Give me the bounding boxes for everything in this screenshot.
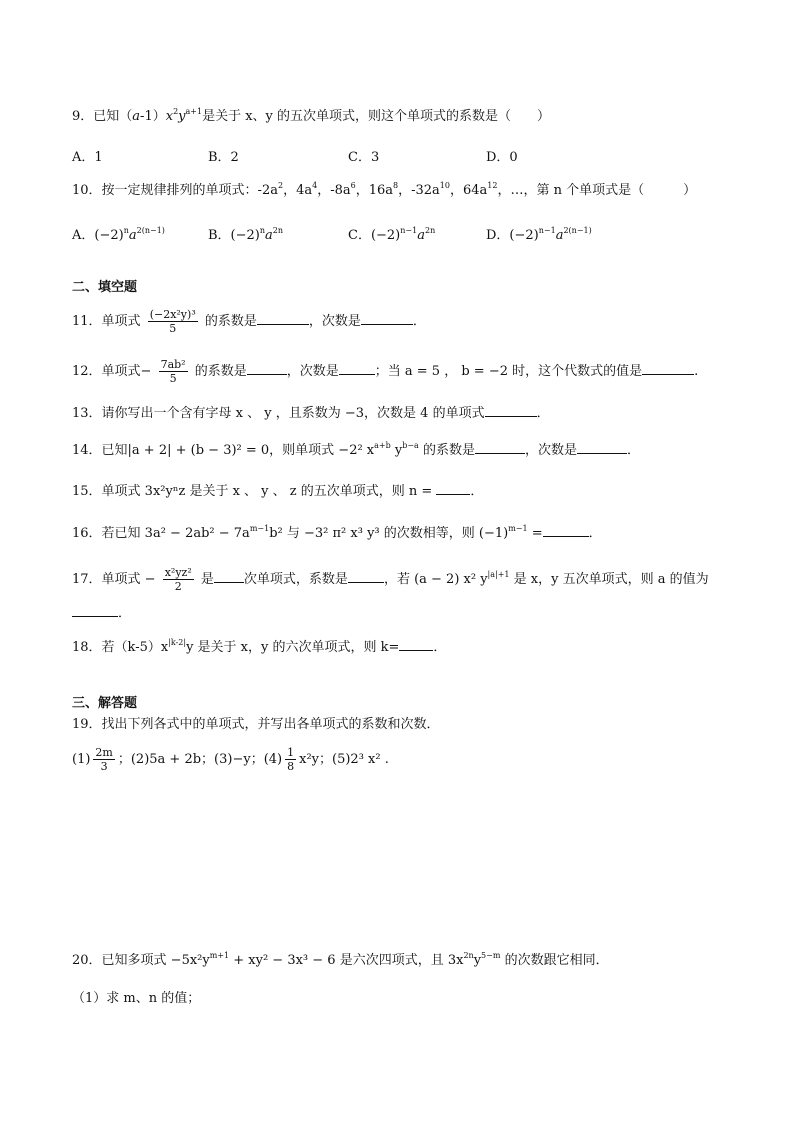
question-12: 12．单项式− $\frac{\text{7ab²}}{5}$ 的系数是 ，次数是 ；当 a = 5 ， b = −2 时，这个代数式的值是 . bbox=[72, 358, 699, 385]
q18-blank[interactable] bbox=[399, 638, 433, 651]
q11-fraction: $\frac{\text{(−2x²y)³}}{5}$ bbox=[149, 308, 196, 335]
q11-blank-2[interactable] bbox=[361, 312, 413, 325]
q10-option-a[interactable]: A．$(-2)^na^{2(n-1)}$ bbox=[72, 226, 165, 243]
question-9-stem: 9．已知$(a-1)x^2y^{a+1}$是关于 x、y 的五次单项式，则这个单项式的系数是（ ） bbox=[72, 107, 551, 124]
q12-fraction: $\frac{\text{7ab²}}{5}$ bbox=[160, 358, 186, 385]
q10-option-b[interactable]: B．$(-2)^na^{2n}$ bbox=[208, 226, 284, 243]
question-10-stem: 10．按一定规律排列的单项式：$-2a^2$，$4a^4$，$-8a^6$，$16a^8$，$-32a^{10}$，$64a^{12}$，…，第 n 个单项式是（ ） bbox=[72, 181, 697, 198]
question-13: 13．请你写出一个含有字母 x 、 y ，且系数为 −3，次数是 4 的单项式 ． bbox=[72, 406, 550, 421]
q12-blank-2[interactable] bbox=[339, 362, 375, 375]
q9-option-b[interactable]: B．2 bbox=[208, 150, 239, 165]
question-18: 18．若$(k-5)x^{|k-2|}y$ 是关于 x，y 的六次单项式，则 k= ． bbox=[72, 638, 447, 655]
q16-blank[interactable] bbox=[543, 524, 589, 537]
question-19-items: (1) $\frac{2m}{3}$ ；(2)5a + 2b；(3)−y；(4) $\frac{1}{8}$ x²y；(5)2³ x² . bbox=[72, 746, 389, 773]
q19-fraction-4: $\frac{1}{8}$ bbox=[287, 746, 295, 773]
q19-fraction-1: $\frac{2m}{3}$ bbox=[95, 746, 113, 773]
section-2-heading: 二、填空题 bbox=[72, 280, 138, 295]
question-15: 15．单项式 3x²yⁿz 是关于 x 、 y 、 z 的五次单项式，则 n = ． bbox=[72, 484, 484, 499]
q10-option-d[interactable]: D．$(-2)^{n-1}a^{2(n-1)}$ bbox=[486, 226, 592, 243]
question-17: 17．单项式 − $\frac{\text{x²yz²}}{2}$ 是 次单项式，系数是 ，若 (a − 2) x² $y^{|a|+1}$ 是 x，y 五次单项式，则 a 的值为 bbox=[72, 566, 709, 593]
q12-blank-3[interactable] bbox=[642, 362, 694, 375]
q11-blank-1[interactable] bbox=[257, 312, 309, 325]
q17-fraction: $\frac{\text{x²yz²}}{2}$ bbox=[164, 566, 192, 593]
q10-option-c[interactable]: C．$(-2)^{n-1}a^{2n}$ bbox=[348, 226, 436, 243]
question-20-stem: 20．已知多项式 $-5x^2y^{m+1} + xy^2 - 3x^3 - 6$ 是六次四项式，且 $3x^{2n}y^{5-m}$ 的次数跟它相同． bbox=[72, 951, 609, 968]
q9-option-d[interactable]: D．0 bbox=[486, 150, 518, 165]
question-11: 11．单项式 $\frac{\text{(−2x²y)³}}{5}$ 的系数是 ，次数是 ． bbox=[72, 308, 426, 335]
question-17-cont: ． bbox=[72, 604, 131, 623]
section-3-heading: 三、解答题 bbox=[72, 696, 138, 711]
question-16: 16．若已知 $3a^2 - 2ab^2 - 7a^{m-1}b^2$ 与 −3² π² x³ y³ 的次数相等，则 $(-1)^{m-1}$ = ． bbox=[72, 524, 602, 541]
q14-blank-2[interactable] bbox=[577, 441, 627, 454]
q13-blank[interactable] bbox=[485, 404, 537, 417]
q17-blank-2[interactable] bbox=[348, 570, 384, 583]
q12-blank-1[interactable] bbox=[247, 362, 287, 375]
question-20-part-1: （1）求 m、n 的值； bbox=[72, 991, 201, 1006]
question-14: 14．已知|a + 2| + (b − 3)² = 0，则单项式 −2² $x^{a+b}$ $y^{b-a}$ 的系数是 ，次数是 ． bbox=[72, 441, 640, 458]
q17-blank-3[interactable] bbox=[72, 604, 118, 617]
q9-option-a[interactable]: A．1 bbox=[72, 150, 103, 165]
q15-blank[interactable] bbox=[436, 482, 470, 495]
q17-blank-1[interactable] bbox=[214, 570, 244, 583]
question-19-stem: 19．找出下列各式中的单项式，并写出各单项式的系数和次数． bbox=[72, 717, 440, 732]
q9-option-c[interactable]: C．3 bbox=[348, 150, 380, 165]
q14-blank-1[interactable] bbox=[475, 441, 525, 454]
